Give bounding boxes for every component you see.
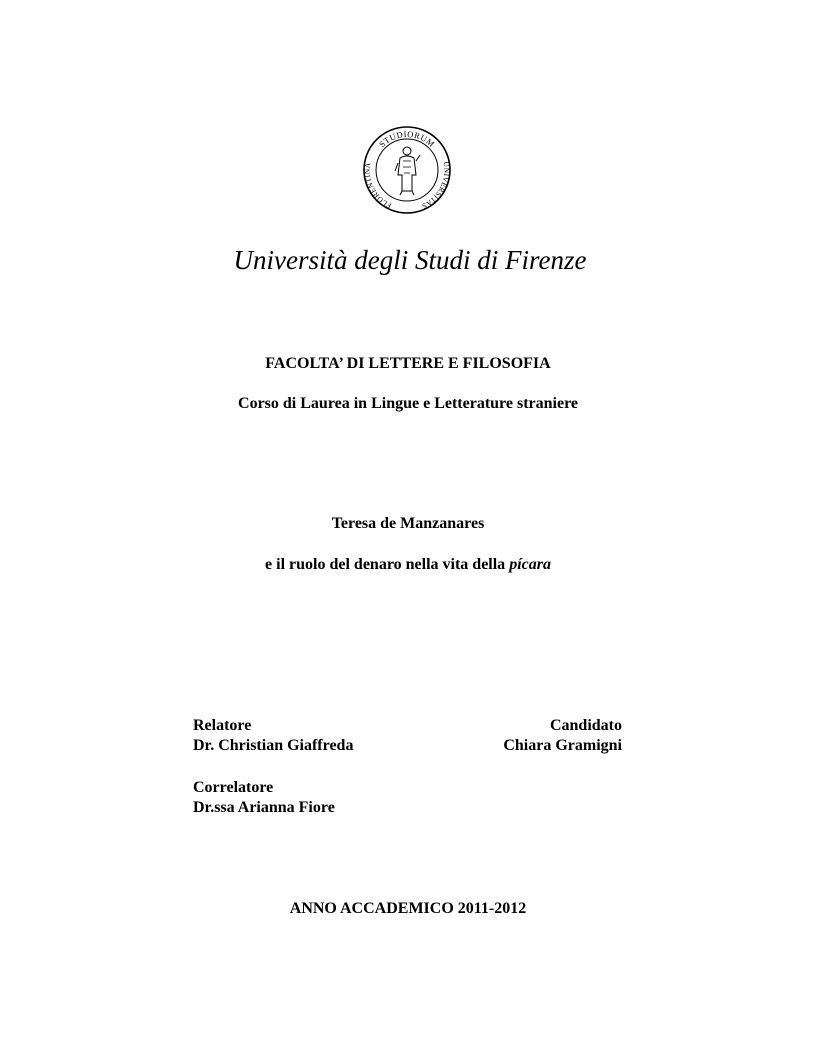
svg-text:UNIVERSITAS: UNIVERSITAS [420,160,452,211]
university-seal-icon [362,125,452,215]
relatore-block [193,716,353,756]
correlatore-name: Dr.ssa Arianna Fiore [193,799,335,816]
university-name: Università degli Studi di Firenze [233,245,587,275]
correlatore-block [193,778,335,818]
academic-year: ANNO ACCADEMICO 2011-2012 [289,900,527,917]
faculty-name: FACOLTA’ DI LETTERE E FILOSOFIA [265,355,551,372]
candidato-label: Candidato [549,717,622,734]
candidato-name: Chiara Gramigni [503,737,622,754]
thesis-title-line1: Teresa de Manzanares [331,515,485,532]
relatore-name: Dr. Christian Giaffreda [193,737,354,754]
svg-text:FLORENTINA: FLORENTINA [362,161,393,211]
candidato-block [503,716,622,756]
thesis-title-line2-prefix: e il ruolo del denaro nella vita della [265,556,510,573]
thesis-title-line2 [0,556,816,574]
thesis-title-line2-italic: pícara [509,556,551,573]
course-name: Corso di Laurea in Lingue e Letterature straniere [238,395,578,412]
correlatore-label: Correlatore [193,779,274,796]
relatore-label: Relatore [193,717,252,734]
svg-text:STUDIORUM: STUDIORUM [376,128,437,150]
